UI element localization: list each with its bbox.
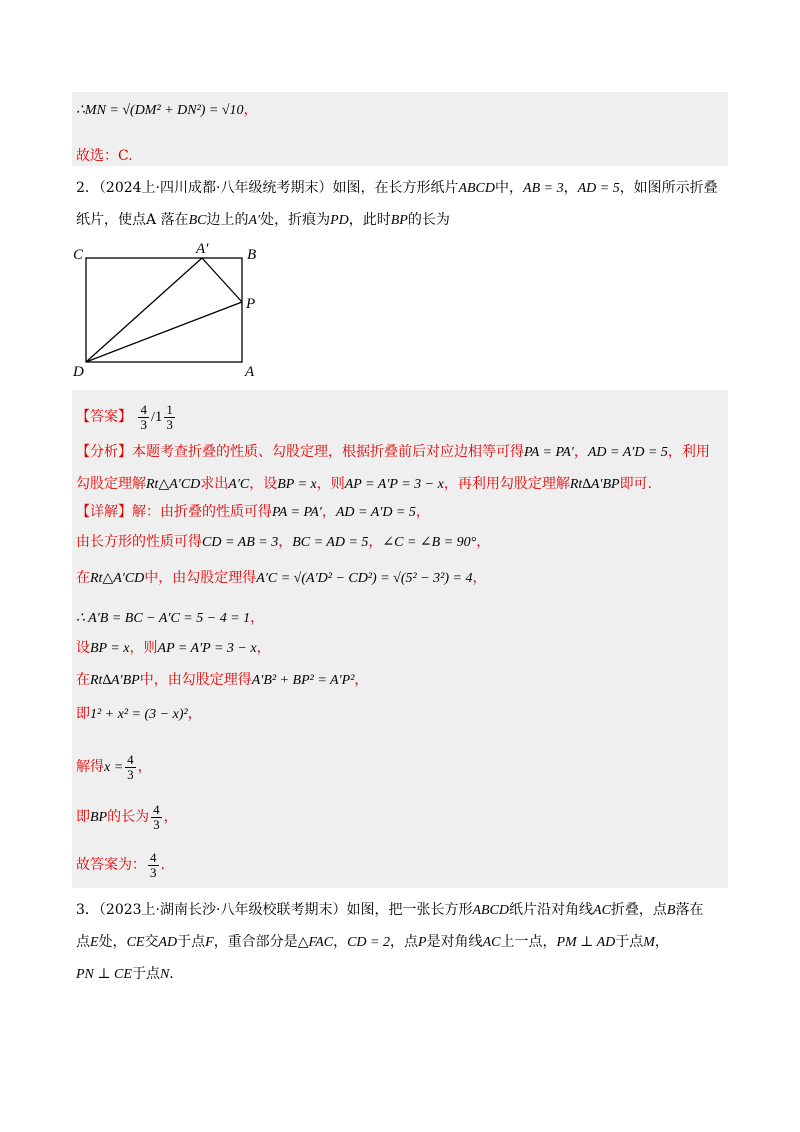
mn-equation: ∴MN = √(DM² + DN²) = √10	[76, 103, 244, 118]
answer-tag: 【答案】	[76, 409, 132, 426]
fold-line-pd	[86, 302, 242, 362]
detail-tag: 【详解】	[76, 504, 132, 520]
analysis-tag: 【分析】	[76, 444, 132, 460]
x-value-fraction: $\frac{4}{3}$	[127, 751, 134, 782]
choice-line: 故选：C.	[76, 148, 133, 164]
detail-line-7: 即1² + x² = (3 − x)²，	[76, 706, 202, 722]
q2-line-2: 纸片，使点A 落在BC边上的A′处，折痕为PD，此时BP的长为	[76, 212, 450, 228]
detail-line-3: 在Rt△A′CD中，由勾股定理得A′C = √(A′D² − CD²) = √(5² − 3²) = 4，	[76, 570, 487, 586]
answer-line: 【答案】 $\frac{4}{3}$ /1 $\frac{1}{3}$	[76, 402, 177, 433]
answer-mixed-number: 1 $\frac{1}{3}$	[154, 401, 173, 432]
detail-line-9: 即BP的长为 $\frac{4}{3}$ ，	[76, 801, 178, 832]
q3-line-2: 点E处，CE交AD于点F，重合部分是△FAC，CD = 2，点P是对角线AC上一点，PM ⊥ AD于点M，	[76, 934, 669, 950]
analysis-line-2: 勾股定理解Rt△A′CD求出A′C，设BP = x，则AP = A′P = 3 − x，再利用勾股定理解Rt∆A′BP即可.	[76, 476, 653, 492]
segment-a-prime-p	[202, 258, 242, 302]
answer-fraction: $\frac{4}{3}$	[140, 401, 147, 432]
label-b: B	[247, 247, 257, 263]
detail-line-2: 由长方形的性质可得CD = AB = 3，BC = AD = 5，∠C = ∠B = 90°，	[76, 534, 491, 550]
rectangle-abcd	[86, 258, 242, 362]
segment-da-prime	[86, 258, 202, 362]
detail-line-6: 在Rt∆A′BP中，由勾股定理得A′B² + BP² = A′P²，	[76, 672, 369, 688]
label-a-prime: A′	[196, 241, 209, 257]
q3-source: （2023上·湖南长沙·八年级校联考期末）	[98, 902, 347, 918]
bp-value-fraction: $\frac{4}{3}$	[153, 801, 160, 832]
final-answer-fraction: $\frac{4}{3}$	[150, 849, 157, 880]
label-c: C	[73, 247, 84, 263]
q2-line-1: 2．（2024上·四川成都·八年级统考期末）如图，在长方形纸片ABCD中，AB = 3，AD = 5，如图所示折叠	[76, 180, 718, 196]
detail-line-1: 【详解】解：由折叠的性质可得PA = PA′，AD = A′D = 5，	[76, 504, 430, 520]
q3-line-3: PN ⊥ CE于点N.	[76, 966, 174, 982]
detail-line-8: 解得x = $\frac{4}{3}$ ，	[76, 751, 152, 782]
label-a: A	[245, 364, 255, 380]
detail-line-4: ∴ A′B = BC − A′C = 5 − 4 = 1，	[76, 610, 265, 626]
detail-line-5: 设BP = x，则AP = A′P = 3 − x，	[76, 640, 271, 656]
q2-source: （2024上·四川成都·八年级统考期末）	[98, 180, 333, 196]
detail-line-10: 故答案为： $\frac{4}{3}$ .	[76, 849, 165, 880]
mn-result-line: ∴MN = √(DM² + DN²) = √10，	[76, 102, 258, 118]
q3-line-1: 3．（2023上·湖南长沙·八年级校联考期末）如图，把一张长方形ABCD纸片沿对角线AC折叠，点B落在	[76, 902, 704, 918]
label-p: P	[246, 296, 256, 312]
analysis-line-1: 【分析】本题考查折叠的性质、勾股定理，根据折叠前后对应边相等可得PA = PA′，AD = A′D = 5，利用	[76, 444, 710, 460]
folding-figure	[70, 240, 270, 380]
label-d: D	[73, 364, 84, 380]
